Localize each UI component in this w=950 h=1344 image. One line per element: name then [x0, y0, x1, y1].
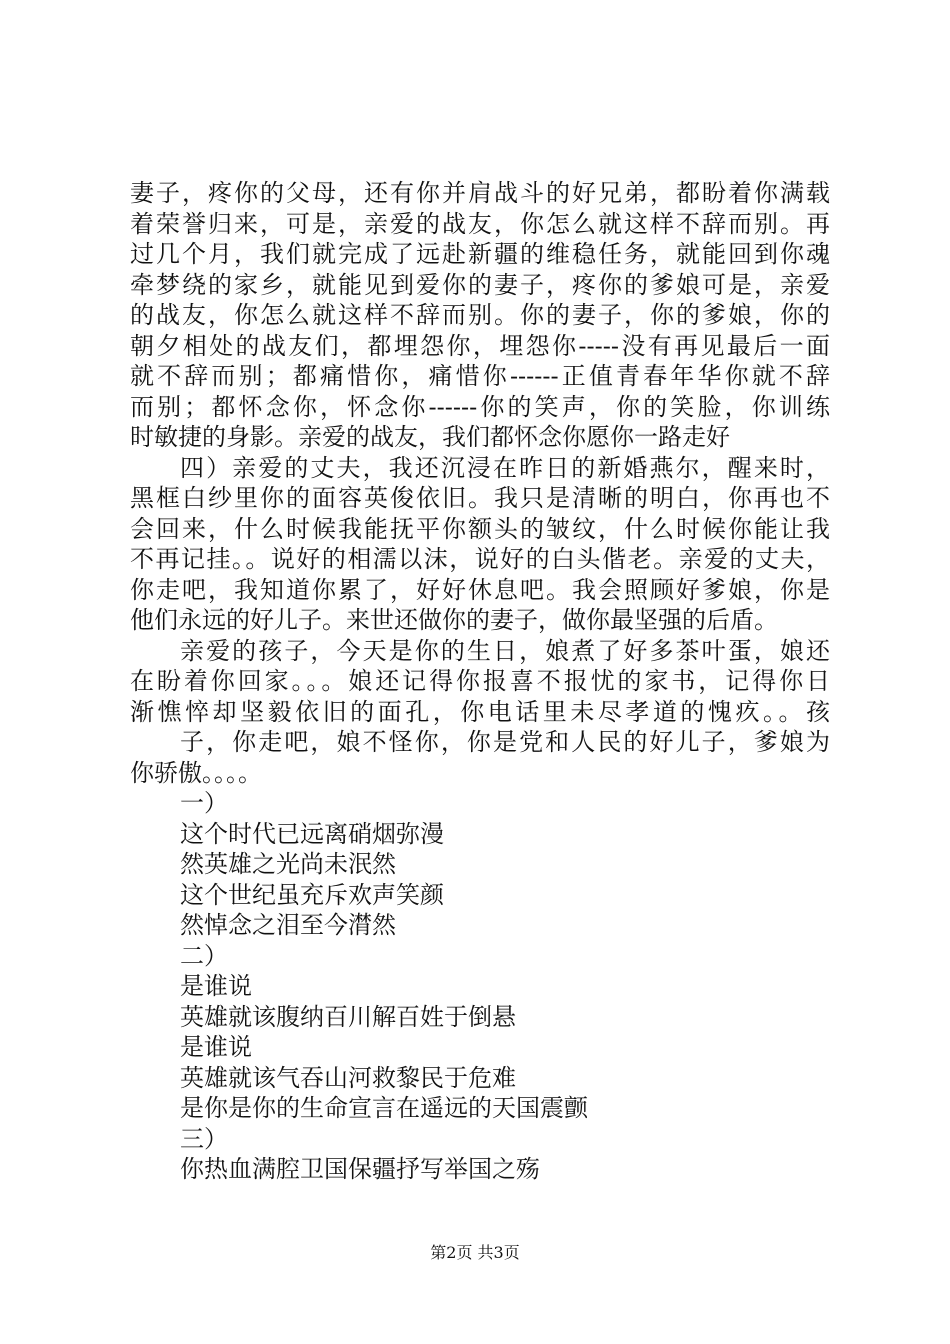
- text-line: 你走吧，我知道你累了，好好休息吧。我会照顾好爹娘，你是: [130, 575, 830, 604]
- text-line: 是谁说: [180, 1033, 252, 1061]
- text-line: 过几个月，我们就完成了远赴新疆的维稳任务，就能回到你魂: [130, 240, 830, 268]
- document-body: [130, 178, 830, 1185]
- text-line: 就不辞而别；都痛惜你，痛惜你------正值青春年华你就不辞: [130, 362, 830, 390]
- text-line: 这个时代已远离硝烟弥漫: [180, 819, 444, 848]
- text-line: 四）亲爱的丈夫，我还沉浸在昨日的新婚燕尔，醒来时，: [180, 453, 830, 482]
- text-line: 妻子，疼你的父母，还有你并肩战斗的好兄弟，都盼着你满载: [130, 179, 830, 207]
- text-line: 英雄就该气吞山河救黎民于危难: [180, 1063, 516, 1092]
- text-line: 着荣誉归来，可是，亲爱的战友，你怎么就这样不辞而别。再: [130, 209, 830, 238]
- text-line: 然悼念之泪至今潸然: [180, 911, 396, 939]
- text-line: 你骄傲。。。。: [130, 758, 262, 787]
- text-line: 的战友，你怎么就这样不辞而别。你的妻子，你的爹娘，你的: [130, 301, 830, 329]
- text-line: 三）: [180, 1124, 228, 1153]
- text-line: 是谁说: [180, 972, 252, 1000]
- text-line: 时敏捷的身影。亲爱的战友，我们都怀念你愿你一路走好: [130, 423, 730, 451]
- text-line: 一）: [180, 789, 228, 817]
- text-line: 会回来，什么时候我能抚平你额头的皱纹，什么时候你能让我: [130, 514, 830, 543]
- text-line: 亲爱的孩子，今天是你的生日，娘煮了好多茶叶蛋，娘还: [180, 636, 830, 665]
- text-line: 英雄就该腹纳百川解百姓于倒悬: [180, 1002, 516, 1031]
- text-line: 牵梦绕的家乡，就能见到爱你的妻子，疼你的爹娘可是，亲爱: [130, 270, 830, 299]
- text-line: 这个世纪虽充斥欢声笑颜: [180, 880, 444, 909]
- text-line: 你热血满腔卫国保疆抒写举国之殇: [180, 1155, 540, 1183]
- text-line: 是你是你的生命宣言在遥远的天国震颤: [180, 1094, 588, 1122]
- page-footer: 第2页 共3页: [430, 1243, 520, 1262]
- text-line: 朝夕相处的战友们，都埋怨你，埋怨你-----没有再见最后一面: [130, 331, 830, 360]
- text-line: 他们永远的好儿子。来世还做你的妻子，做你最坚强的后盾。: [130, 606, 778, 634]
- text-line: 渐憔悴却坚毅依旧的面孔，你电话里未尽孝道的愧疚。。孩: [130, 697, 830, 726]
- text-line: 子，你走吧，娘不怪你，你是党和人民的好儿子，爹娘为: [180, 728, 830, 756]
- text-line: 黑框白纱里你的面容英俊依旧。我只是清晰的明白，你再也不: [130, 484, 830, 512]
- text-line: 然英雄之光尚未泯然: [180, 850, 396, 878]
- text-line: 二）: [180, 941, 228, 970]
- text-line: 不再记挂。。说好的相濡以沫，说好的白头偕老。亲爱的丈夫，: [130, 545, 830, 573]
- text-line: 而别；都怀念你，怀念你------你的笑声，你的笑脸，你训练: [130, 392, 830, 421]
- text-line: 在盼着你回家。。。娘还记得你报喜不报忧的家书，记得你日: [130, 667, 830, 695]
